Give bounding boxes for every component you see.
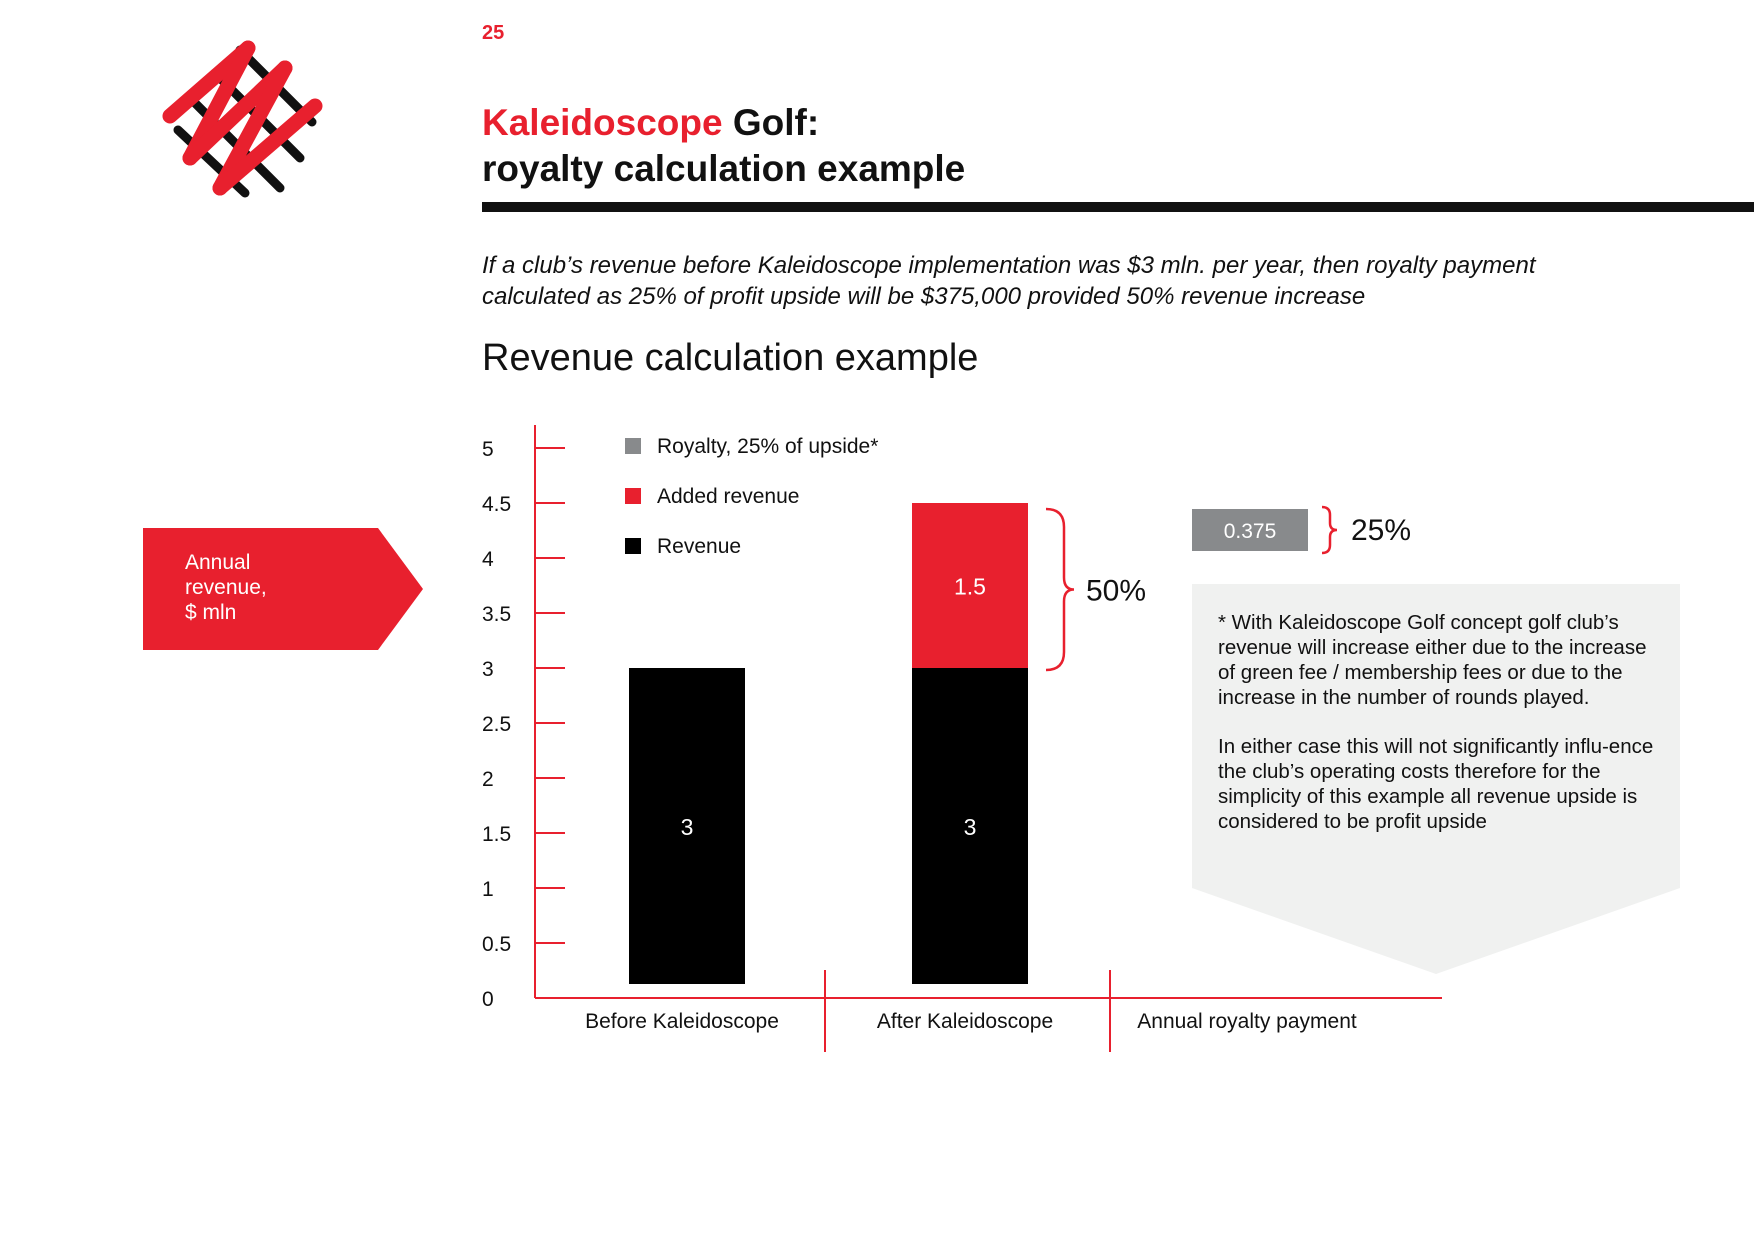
chart-heading: Revenue calculation example bbox=[482, 337, 979, 379]
x-tick-label: Before Kaleidoscope bbox=[585, 1010, 779, 1033]
title-line2: royalty calculation example bbox=[482, 148, 966, 189]
royalty-value-label: 0.375 bbox=[1223, 520, 1277, 543]
intro-line-1: If a club’s revenue before Kaleidoscope implementation was $3 mln. per year, then royalty payment bbox=[482, 252, 1536, 279]
legend-label: Added revenue bbox=[657, 485, 800, 508]
legend-label: Royalty, 25% of upside* bbox=[657, 435, 879, 458]
bar-value-label: 3 bbox=[680, 814, 694, 840]
bar-value-label: 3 bbox=[963, 814, 977, 840]
footnote-paragraph-1: * With Kaleidoscope Golf concept golf club’s revenue will increase either due to the increase of green fee / membership fees or due to the increase in the number of rounds played. bbox=[1218, 611, 1647, 709]
y-tick-label: 3.5 bbox=[482, 603, 512, 626]
royalty-brace bbox=[1322, 507, 1337, 553]
x-tick-label: Annual royalty payment bbox=[1137, 1010, 1357, 1033]
title-rest: Golf: bbox=[722, 102, 820, 143]
added-revenue-brace bbox=[1046, 509, 1074, 670]
y-tick-label: 1 bbox=[482, 878, 494, 901]
axis-label-text: Annual revenue, $ mln bbox=[185, 551, 267, 624]
y-tick-label: 2 bbox=[482, 768, 494, 791]
legend-swatch bbox=[625, 538, 641, 554]
y-tick-label: 0.5 bbox=[482, 933, 512, 956]
y-tick-label: 4 bbox=[482, 548, 494, 571]
x-tick-label: After Kaleidoscope bbox=[876, 1010, 1054, 1033]
y-tick-label: 4.5 bbox=[482, 493, 512, 516]
footnote-text bbox=[1218, 610, 1658, 858]
legend-swatch bbox=[625, 488, 641, 504]
legend-swatch bbox=[625, 438, 641, 454]
y-tick-label: 5 bbox=[482, 438, 494, 461]
y-tick-label: 3 bbox=[482, 658, 494, 681]
bar-value-label: 1.5 bbox=[954, 573, 986, 600]
intro-line-2: calculated as 25% of profit upside will be $375,000 provided 50% revenue increase bbox=[482, 283, 1366, 310]
y-tick-label: 0 bbox=[482, 988, 494, 1011]
added-revenue-percent: 50% bbox=[1086, 574, 1147, 608]
royalty-percent: 25% bbox=[1351, 514, 1412, 547]
page-number: 25 bbox=[482, 22, 505, 44]
y-tick-label: 2.5 bbox=[482, 713, 512, 736]
title-accent: Kaleidoscope bbox=[482, 102, 723, 143]
footnote-paragraph-2: In either case this will not significantly influ-ence the club’s operating costs therefore for the simplicity of this example all revenue upside is considered to be profit upside bbox=[1218, 735, 1654, 833]
footnote-box bbox=[1192, 584, 1680, 974]
legend-label: Revenue bbox=[657, 535, 742, 558]
y-tick-label: 1.5 bbox=[482, 823, 512, 846]
